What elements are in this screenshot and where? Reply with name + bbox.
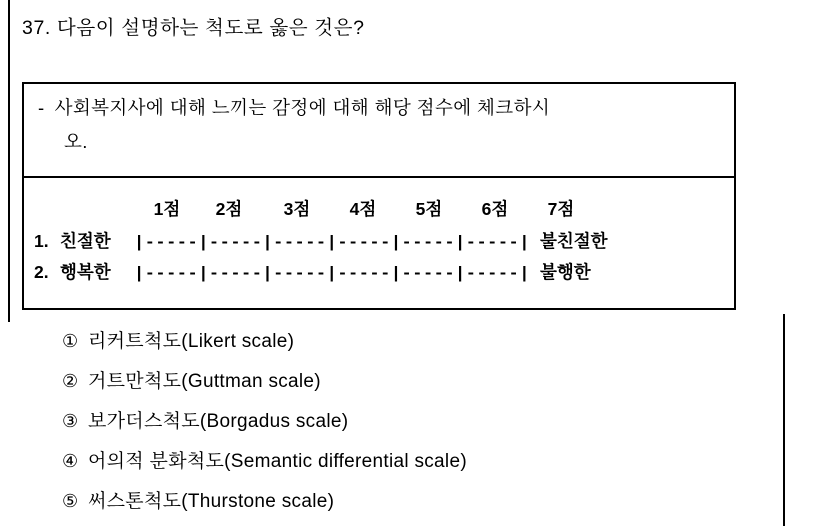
stimulus-divider	[24, 176, 734, 178]
choice-label-3: 보가더스척도(Borgadus scale)	[88, 411, 349, 432]
choice-marker-2: ②	[62, 371, 79, 391]
page-edge-left-rule	[8, 0, 10, 322]
choice-4[interactable]	[62, 446, 762, 473]
scale-row-ruler[interactable]: |-----|-----|-----|-----|-----|-----|	[134, 265, 530, 284]
scale-row-number: 1.	[34, 231, 49, 251]
answer-choices	[62, 326, 762, 526]
scale-row-right-label: 불친절한	[539, 231, 608, 251]
choice-label-2: 거트만척도(Guttman scale)	[88, 371, 321, 392]
choice-marker-4: ④	[62, 451, 79, 471]
bullet-dash: -	[38, 97, 45, 118]
scale-header-3: 3점	[283, 199, 311, 219]
question-text: 다음이 설명하는 척도로 옳은 것은?	[56, 17, 365, 39]
scale-row-right-label: 불행한	[539, 262, 591, 282]
choice-label-1: 리커트척도(Likert scale)	[88, 331, 295, 352]
question-stem	[22, 12, 365, 40]
choice-1[interactable]	[62, 326, 762, 353]
choice-2[interactable]	[62, 366, 762, 393]
stimulus-box	[22, 82, 736, 310]
scale-table	[34, 196, 728, 284]
scale-header-6: 6점	[481, 199, 509, 219]
table-row	[34, 228, 728, 253]
scale-row-left-label: 행복한	[60, 262, 111, 282]
table-row	[34, 259, 728, 284]
scale-row-ruler[interactable]: |-----|-----|-----|-----|-----|-----|	[134, 234, 530, 253]
stimulus-instruction-line-1	[38, 94, 550, 120]
stimulus-instruction-line-2: 오.	[64, 131, 88, 152]
choice-5[interactable]	[62, 486, 762, 513]
stimulus-instruction-text: 사회복지사에 대해 느끼는 감정에 대해 해당 점수에 체크하시	[54, 97, 551, 118]
scale-header-row	[144, 196, 728, 222]
scale-header-5: 5점	[415, 199, 443, 219]
choice-marker-3: ③	[62, 411, 79, 431]
scale-header-2: 2점	[215, 199, 243, 219]
choice-label-4: 어의적 분화척도(Semantic differential scale)	[88, 451, 467, 472]
page-edge-right-rule	[783, 314, 785, 526]
choice-3[interactable]	[62, 406, 762, 433]
question-number: 37.	[22, 17, 51, 39]
scale-row-left-label: 친절한	[60, 231, 111, 251]
choice-marker-1: ①	[62, 331, 79, 351]
choice-label-5: 써스톤척도(Thurstone scale)	[88, 491, 335, 512]
scale-row-number: 2.	[34, 262, 49, 282]
scale-header-4: 4점	[349, 199, 377, 219]
scale-header-1: 1점	[153, 199, 181, 219]
choice-marker-5: ⑤	[62, 491, 79, 511]
scale-header-7: 7점	[547, 199, 575, 219]
